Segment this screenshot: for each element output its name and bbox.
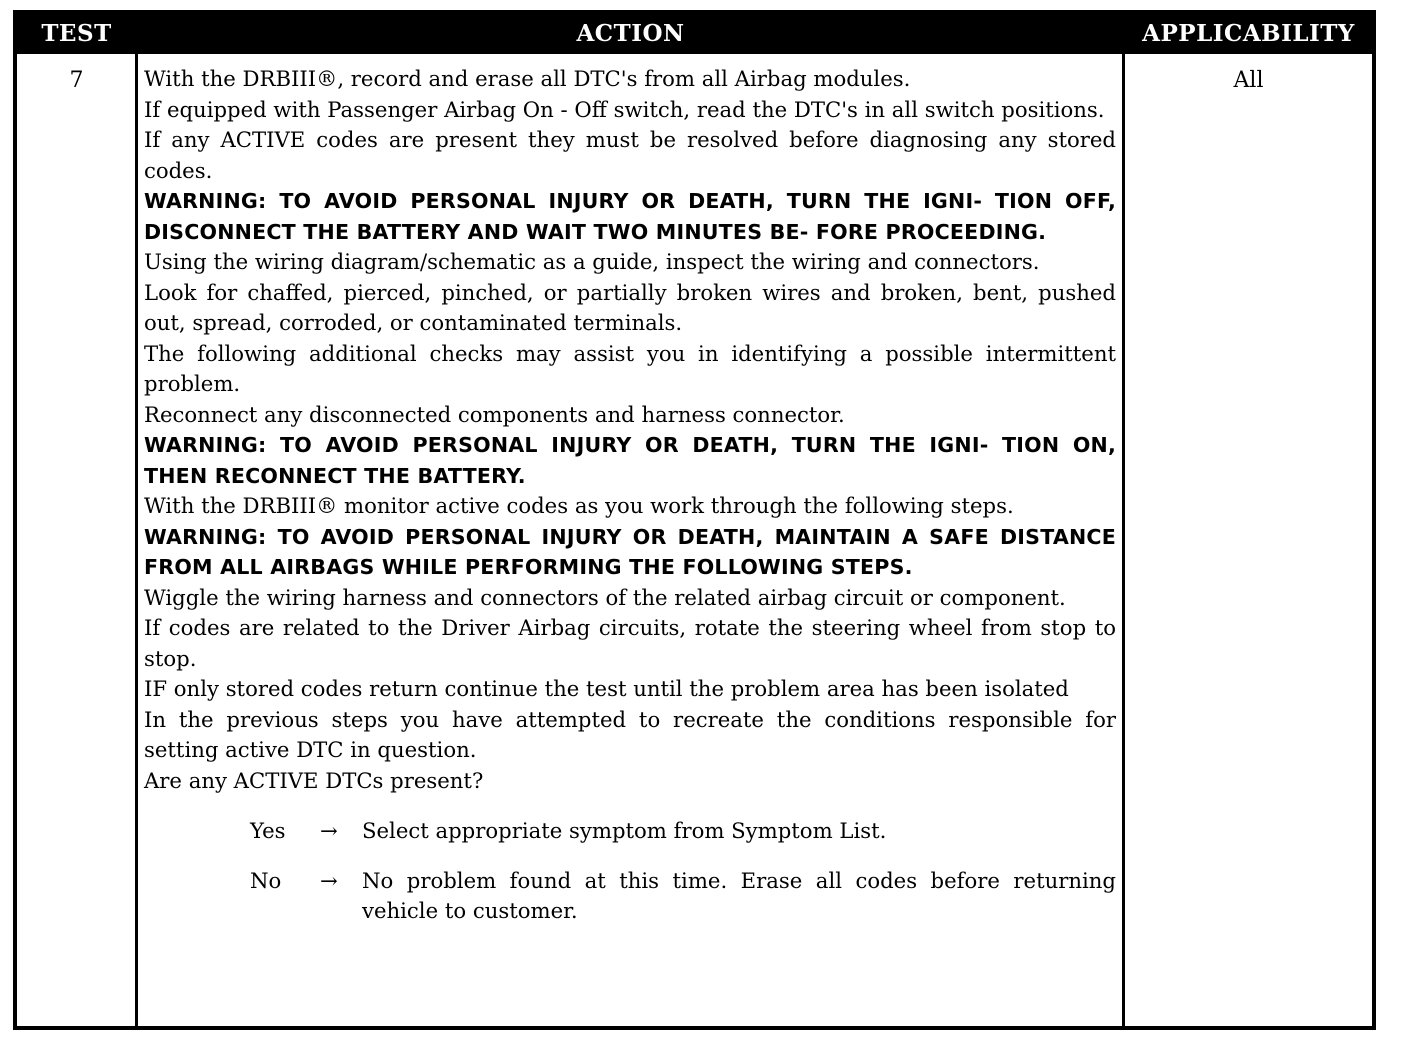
warning-paragraph: WARNING: TO AVOID PERSONAL INJURY OR DEATH, MAINTAIN A SAFE DISTANCE FROM ALL AIRBAGS WHILE PERFORMING THE FOLLOWING STEPS. bbox=[144, 524, 1116, 579]
right-arrow-icon: → bbox=[320, 867, 338, 893]
header-action: ACTION bbox=[576, 20, 685, 47]
column-divider bbox=[135, 54, 138, 1026]
warning-paragraph: WARNING: TO AVOID PERSONAL INJURY OR DEATH, TURN THE IGNI- TION ON, THEN RECONNECT THE BATTERY. bbox=[144, 433, 1116, 488]
header-applicability: APPLICABILITY bbox=[1142, 20, 1355, 47]
option-no-text: No problem found at this time. Erase all codes before returning vehicle to customer. bbox=[362, 867, 1116, 923]
column-divider bbox=[1122, 54, 1125, 1026]
action-paragraph: Look for chaffed, pierced, pinched, or partially broken wires and broken, bent, pushed out, spread, corroded, or contaminated terminals. bbox=[144, 279, 1116, 335]
option-yes-text: Select appropriate symptom from Symptom List. bbox=[362, 818, 887, 843]
option-yes bbox=[144, 816, 1116, 847]
action-paragraph: With the DRBIII®, record and erase all DTC's from all Airbag modules. bbox=[144, 66, 911, 91]
test-number: 7 bbox=[69, 68, 84, 93]
action-paragraph: If codes are related to the Driver Airbag circuits, rotate the steering wheel from stop to stop. bbox=[144, 615, 1116, 671]
action-paragraph: If equipped with Passenger Airbag On - Off switch, read the DTC's in all switch positions. bbox=[144, 96, 1105, 122]
action-paragraph: Reconnect any disconnected components and harness connector. bbox=[144, 401, 845, 427]
action-paragraph: With the DRBIII® monitor active codes as you work through the following steps. bbox=[144, 493, 1014, 518]
diagnostic-test-table bbox=[13, 10, 1376, 1030]
warning-paragraph: WARNING: TO AVOID PERSONAL INJURY OR DEATH, TURN THE IGNI- TION OFF, DISCONNECT THE BATTERY AND WAIT TWO MINUTES BE- FORE PROCEEDING. bbox=[144, 189, 1116, 244]
right-arrow-icon: → bbox=[320, 818, 338, 843]
action-paragraph: If any ACTIVE codes are present they must be resolved before diagnosing any stored codes. bbox=[144, 127, 1116, 183]
action-paragraph: In the previous steps you have attempted to recreate the conditions responsible for setting active DTC in question. bbox=[144, 706, 1116, 762]
table-header bbox=[17, 14, 1372, 54]
applicability-value: All bbox=[1233, 68, 1264, 93]
action-paragraph: Using the wiring diagram/schematic as a guide, inspect the wiring and connectors. bbox=[144, 249, 1040, 274]
question-paragraph: Are any ACTIVE DTCs present? bbox=[144, 767, 484, 793]
action-cell bbox=[144, 64, 1116, 927]
option-no bbox=[144, 866, 1116, 927]
option-yes-label: Yes bbox=[250, 818, 286, 843]
action-paragraph: IF only stored codes return continue the test until the problem area has been isolated bbox=[144, 676, 1069, 701]
action-paragraph: Wiggle the wiring harness and connectors of the related airbag circuit or component. bbox=[144, 584, 1066, 610]
header-test: TEST bbox=[41, 20, 112, 47]
action-paragraph: The following additional checks may assist you in identifying a possible intermittent problem. bbox=[144, 340, 1116, 396]
option-no-label: No bbox=[250, 867, 282, 893]
